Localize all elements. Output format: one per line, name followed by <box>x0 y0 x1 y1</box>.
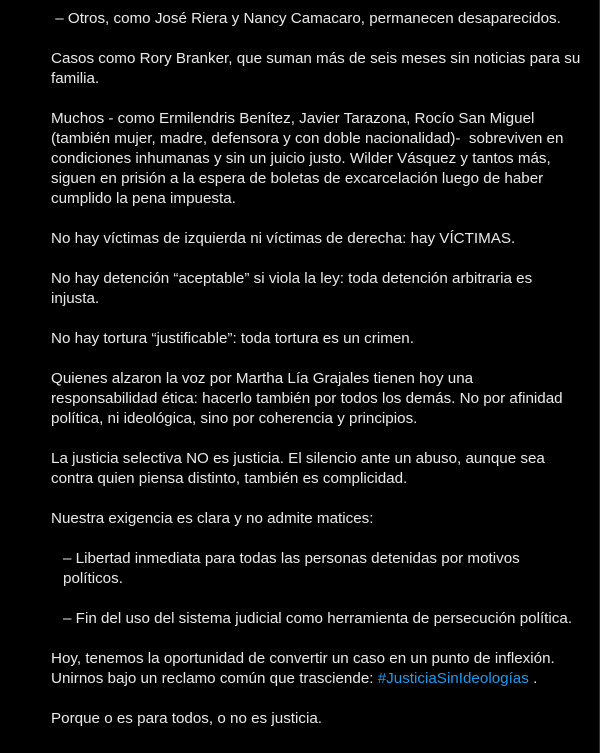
closing-suffix: . <box>528 670 538 687</box>
paragraph-otros: – Otros, como José Riera y Nancy Camacaro, permanecen desaparecidos. <box>51 10 561 27</box>
paragraph-tortura: No hay tortura “justificable”: toda tortura es un crimen. <box>51 330 414 347</box>
paragraph-final: Porque o es para todos, o no es justicia. <box>51 710 323 727</box>
post-text <box>51 9 585 749</box>
paragraph-victimas: No hay víctimas de izquierda ni víctimas de derecha: hay VÍCTIMAS. <box>51 230 516 247</box>
paragraph-justicia-selectiva: La justicia selectiva NO es justicia. El silencio ante un abuso, aunque sea contra quien piensa distinto, también es complicidad. <box>51 450 550 487</box>
closing-text: Hoy, tenemos la oportunidad de convertir un caso en un punto de inflexión. Unirnos bajo un reclamo común que trasciende: <box>51 650 559 687</box>
paragraph-muchos: Muchos - como Ermilendris Benítez, Javier Tarazona, Rocío San Miguel (también mujer, madre, defensora y con doble nacionalidad)- sobreviven en condiciones inhumanas y sin un juicio justo. Wilder Vásquez y tantos más, siguen en prisión a la espera de boletas de excarcelación luego de haber cumplido la pena impuesta. <box>51 110 568 207</box>
paragraph-casos: Casos como Rory Branker, que suman más de seis meses sin noticias para su familia. <box>51 50 585 87</box>
paragraph-quienes: Quienes alzaron la voz por Martha Lía Grajales tienen hoy una responsabilidad ética: hacerlo también por todos los demás. No por afinidad política, ni ideológica, sino por coherencia y principios. <box>51 370 567 427</box>
paragraph-detencion: No hay detención “aceptable” si viola la ley: toda detención arbitraria es injusta. <box>51 270 537 307</box>
hashtag-link[interactable]: #JusticiaSinIdeologías <box>377 670 529 687</box>
paragraph-exigencia: Nuestra exigencia es clara y no admite matices: <box>51 510 374 527</box>
paragraph-hoy <box>51 649 581 689</box>
demand-libertad: – Libertad inmediata para todas las personas detenidas por motivos políticos. <box>63 550 524 587</box>
demand-fin-persecucion: – Fin del uso del sistema judicial como herramienta de persecución política. <box>63 610 573 627</box>
